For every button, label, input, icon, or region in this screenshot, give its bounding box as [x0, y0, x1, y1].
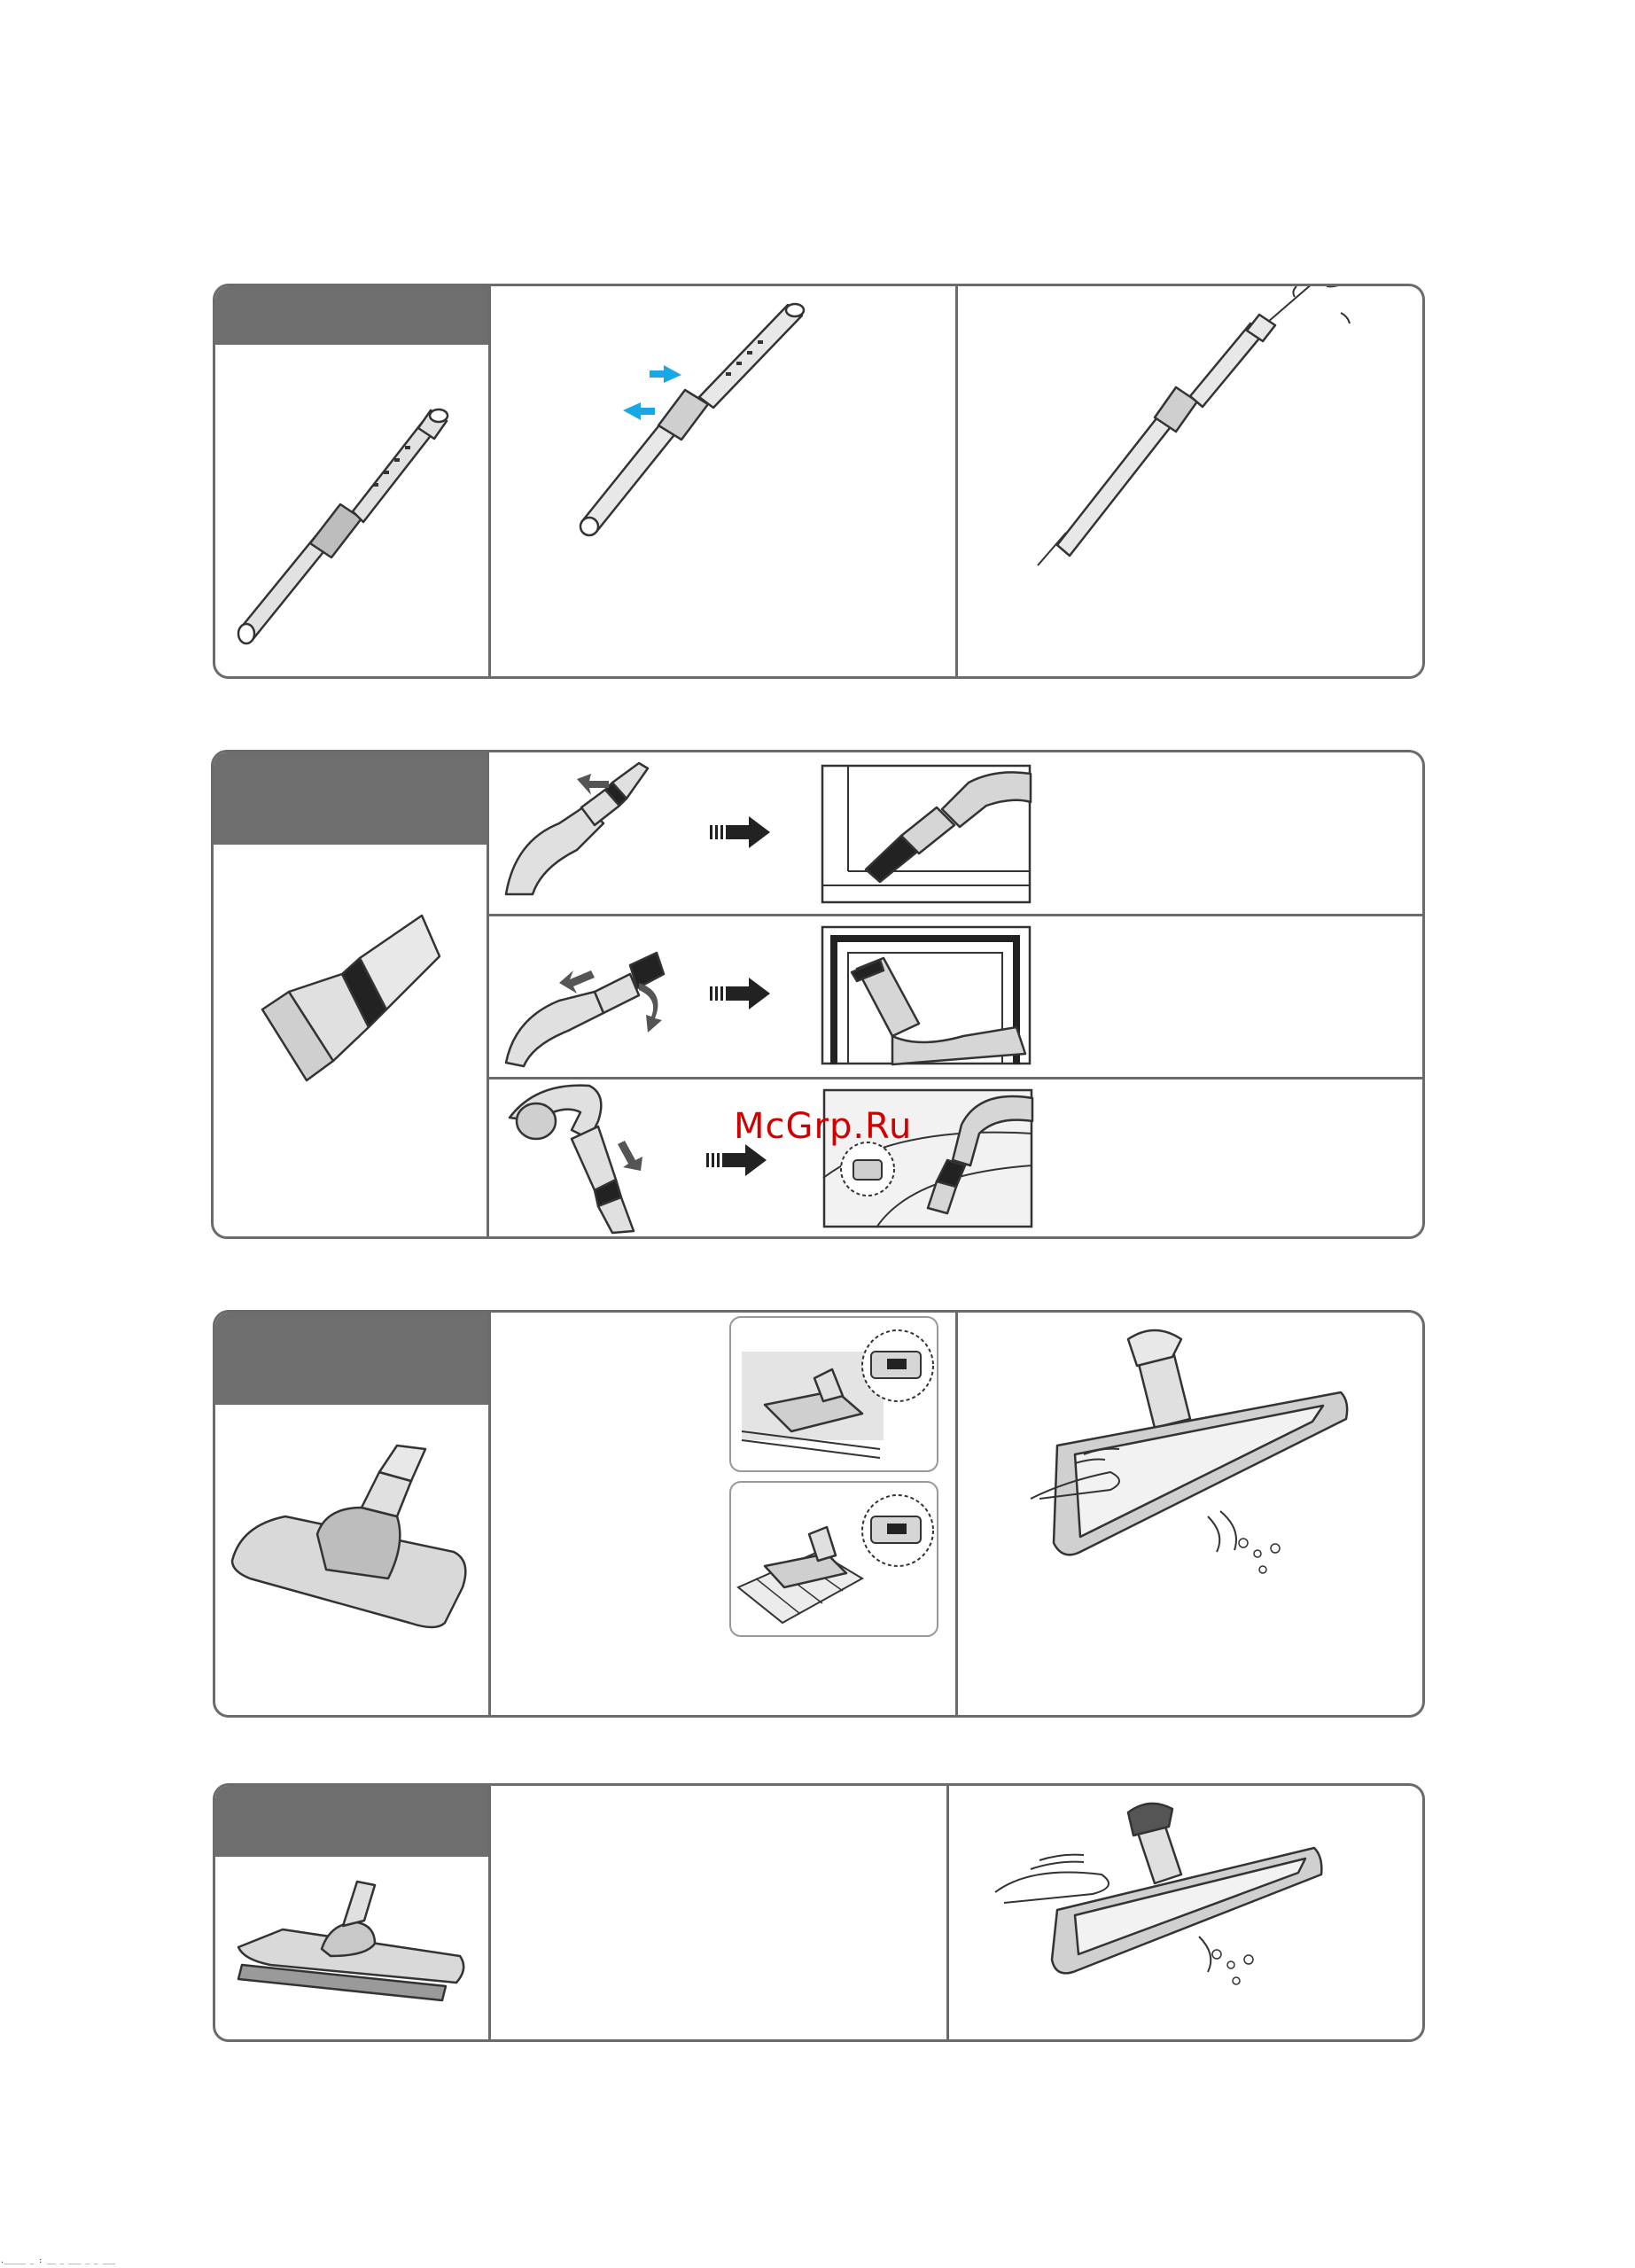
panel-divider: [488, 1313, 491, 1715]
panel-tab-carpet-floor-brush: [215, 1313, 490, 1405]
floor-brush-cleaning: [1031, 1321, 1385, 1605]
floor-brush-carpet-mode: [729, 1316, 938, 1472]
pipe-adjust-illustration: [570, 300, 836, 557]
panel-carpet-floor-brush: [213, 1310, 1425, 1718]
panel-tab-telescopic-pipe: [215, 286, 490, 345]
panel-crevice-tool: [211, 750, 1425, 1239]
crevice-row2-use: [821, 926, 1031, 1064]
panel-divider: [955, 1313, 958, 1715]
crevice-row1-use: [821, 765, 1031, 903]
row-divider: [487, 1077, 1422, 1079]
arrow-icon: [618, 1141, 642, 1171]
row-divider: [487, 914, 1422, 916]
crevice-row1-attach: [506, 761, 666, 908]
floor-brush-illustration: [229, 1446, 477, 1658]
watermark: McGrp.Ru: [734, 1106, 913, 1147]
panel-telescopic-pipe: [213, 284, 1425, 679]
pipe-extend-illustration: [1031, 295, 1367, 579]
panel-parquet-brush: [213, 1783, 1425, 2042]
panel-tab-crevice-tool: [214, 752, 488, 845]
panel-divider: [488, 1786, 491, 2039]
parquet-brush-cleaning: [995, 1804, 1376, 2025]
next-step-arrow-icon: [710, 814, 772, 850]
crevice-row2-attach: [506, 921, 674, 1067]
next-step-arrow-icon: [710, 976, 772, 1011]
next-step-arrow-icon: [706, 1142, 768, 1178]
crevice-row3-attach: [510, 1082, 687, 1233]
panel-divider: [488, 286, 491, 676]
footer-text: ._____ _ : __ _ ___ _ _ ___: [0, 2256, 116, 2264]
panel-divider: [955, 286, 958, 676]
telescopic-pipe-illustration: [229, 393, 486, 659]
parquet-brush-illustration: [233, 1876, 472, 2027]
crevice-tool-illustration: [253, 903, 457, 1080]
panel-divider: [946, 1786, 949, 2039]
panel-divider: [487, 752, 489, 1236]
panel-tab-parquet-brush: [215, 1786, 490, 1857]
floor-brush-floor-mode: [729, 1481, 938, 1637]
